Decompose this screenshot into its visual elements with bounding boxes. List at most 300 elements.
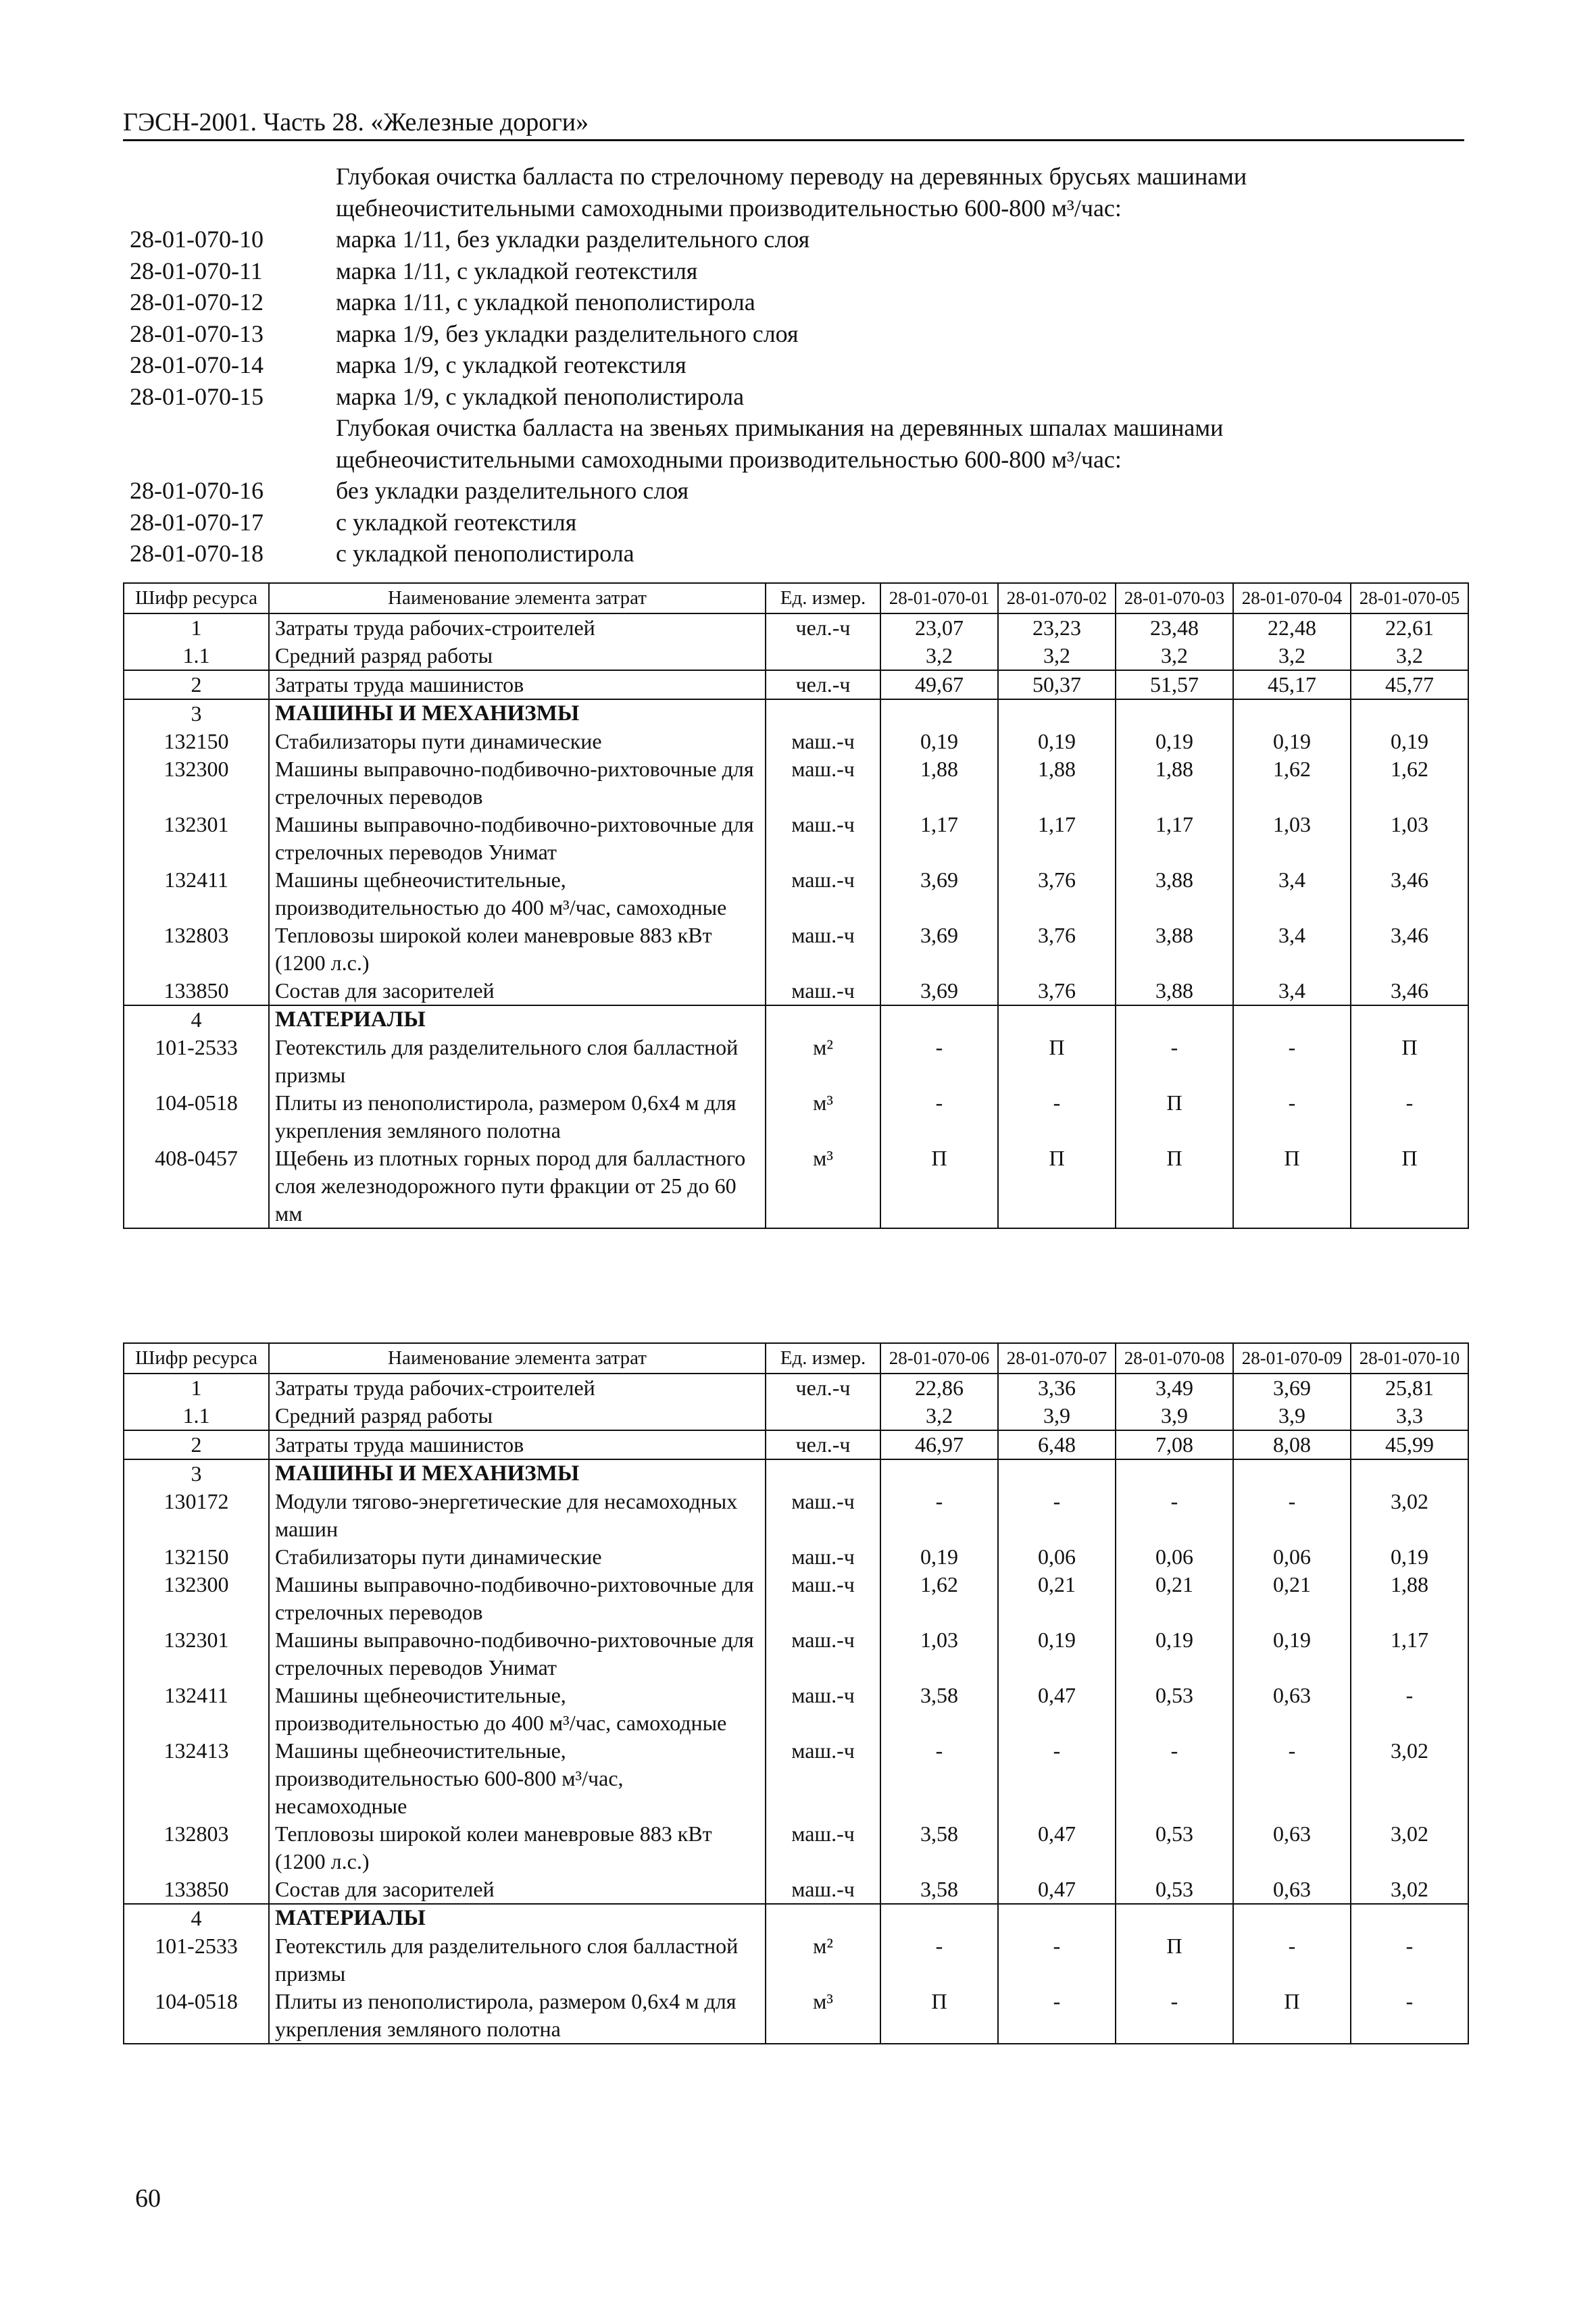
resource-value	[1233, 1459, 1351, 1488]
header-unit: Ед. измер.	[766, 583, 880, 613]
table-row	[124, 1374, 1468, 1402]
running-header: ГЭСН-2001. Часть 28. «Железные дороги»	[123, 107, 1464, 141]
resource-value: -	[1351, 1682, 1468, 1737]
resource-value: 0,06	[1116, 1543, 1233, 1571]
table-row	[124, 1034, 1468, 1089]
norm-line	[130, 286, 1468, 318]
resource-value: -	[1233, 1488, 1351, 1543]
resource-name: Тепловозы широкой колеи маневровые 883 кВт (1200 л.с.)	[269, 1820, 766, 1876]
resource-code: 104-0518	[124, 1089, 269, 1145]
norm-code: 28-01-070-13	[130, 320, 264, 347]
resource-value: -	[1351, 1988, 1468, 2044]
resource-code: 2	[124, 1430, 269, 1459]
resource-value: 0,21	[998, 1571, 1116, 1626]
resource-value: 3,02	[1351, 1876, 1468, 1904]
resource-value	[1233, 1005, 1351, 1034]
resource-code: 1	[124, 1374, 269, 1402]
section-row	[124, 1459, 1468, 1488]
norm-group-description	[130, 161, 1468, 224]
resource-value	[1351, 1904, 1468, 1932]
resource-unit: маш.-ч	[766, 1571, 880, 1626]
resource-code: 132150	[124, 1543, 269, 1571]
resource-name: МАТЕРИАЛЫ	[269, 1904, 766, 1932]
resource-value: 0,21	[1233, 1571, 1351, 1626]
norm-title: Глубокая очистка балласта на звеньях примыкания на деревянных шпалах машинами щебнеочистительными самоходными производительностью 600-800 м³/час:	[336, 414, 1224, 473]
resource-unit	[766, 1904, 880, 1932]
norm-title: марка 1/11, с укладкой пенополистирола	[336, 288, 755, 316]
resource-name: Машины щебнеочистительные, производительностью до 400 м³/час, самоходные	[269, 866, 766, 922]
resource-unit: маш.-ч	[766, 755, 880, 811]
table-row	[124, 1402, 1468, 1430]
resource-value	[1116, 1904, 1233, 1932]
resource-value: 0,47	[998, 1876, 1116, 1904]
resource-code: 4	[124, 1005, 269, 1034]
resource-name: Плиты из пенополистирола, размером 0,6x4 м для укрепления земляного полотна	[269, 1089, 766, 1145]
resource-name: Затраты труда машинистов	[269, 670, 766, 699]
resource-value: 3,58	[880, 1820, 998, 1876]
table-row	[124, 1626, 1468, 1682]
resource-name: Стабилизаторы пути динамические	[269, 728, 766, 755]
resource-value	[1351, 699, 1468, 728]
resource-unit: м³	[766, 1145, 880, 1228]
resource-code: 101-2533	[124, 1932, 269, 1988]
resource-name: Средний разряд работы	[269, 1402, 766, 1430]
resource-table-2	[123, 1342, 1469, 2044]
resource-value	[880, 1904, 998, 1932]
resource-name: Состав для засорителей	[269, 1876, 766, 1904]
section-row	[124, 699, 1468, 728]
resource-value	[998, 1904, 1116, 1932]
resource-value: 3,4	[1233, 866, 1351, 922]
table-header	[124, 1343, 1468, 1374]
resource-value: 23,23	[998, 613, 1116, 642]
resource-value: 1,17	[1116, 811, 1233, 866]
resource-value: 8,08	[1233, 1430, 1351, 1459]
resource-unit	[766, 1459, 880, 1488]
resource-unit	[766, 699, 880, 728]
resource-value: 3,76	[998, 922, 1116, 977]
resource-value: 3,2	[1351, 642, 1468, 670]
resource-name: Состав для засорителей	[269, 977, 766, 1005]
resource-name: МАТЕРИАЛЫ	[269, 1005, 766, 1034]
resource-value: -	[1233, 1089, 1351, 1145]
resource-value: 23,07	[880, 613, 998, 642]
resource-value	[998, 1459, 1116, 1488]
resource-value: 3,46	[1351, 922, 1468, 977]
resource-value: 23,48	[1116, 613, 1233, 642]
resource-unit: маш.-ч	[766, 1820, 880, 1876]
table-body	[124, 1374, 1468, 2044]
table-row	[124, 670, 1468, 699]
resource-value: 0,06	[998, 1543, 1116, 1571]
table-row	[124, 728, 1468, 755]
resource-value: 3,46	[1351, 866, 1468, 922]
resource-name: Средний разряд работы	[269, 642, 766, 670]
resource-value: 1,88	[1351, 1571, 1468, 1626]
resource-unit	[766, 642, 880, 670]
resource-value: -	[1351, 1932, 1468, 1988]
resource-value: 0,19	[1116, 728, 1233, 755]
table-row	[124, 1089, 1468, 1145]
table-row	[124, 642, 1468, 670]
resource-unit: маш.-ч	[766, 1626, 880, 1682]
resource-value	[880, 1005, 998, 1034]
norm-line	[130, 224, 1468, 255]
resource-value: П	[880, 1988, 998, 2044]
resource-value: -	[1233, 1737, 1351, 1820]
resource-value: -	[998, 1932, 1116, 1988]
resource-value: -	[998, 1089, 1116, 1145]
resource-value: 3,36	[998, 1374, 1116, 1402]
table-row	[124, 613, 1468, 642]
table-row	[124, 1571, 1468, 1626]
resource-unit: м²	[766, 1932, 880, 1988]
table-row	[124, 1543, 1468, 1571]
resource-value: 7,08	[1116, 1430, 1233, 1459]
resource-value: 0,19	[1233, 1626, 1351, 1682]
resource-code: 132803	[124, 1820, 269, 1876]
norm-code: 28-01-070-16	[130, 477, 264, 504]
resource-name: МАШИНЫ И МЕХАНИЗМЫ	[269, 699, 766, 728]
resource-value: 51,57	[1116, 670, 1233, 699]
norm-title: марка 1/11, с укладкой геотекстиля	[336, 257, 698, 284]
resource-value: П	[1116, 1932, 1233, 1988]
table-row	[124, 811, 1468, 866]
resource-value: П	[1233, 1988, 1351, 2044]
header-row	[124, 1343, 1468, 1374]
resource-value: 3,02	[1351, 1488, 1468, 1543]
resource-value: -	[1116, 1737, 1233, 1820]
resource-value: 3,46	[1351, 977, 1468, 1005]
resource-value: П	[998, 1034, 1116, 1089]
header-norm-column: 28-01-070-09	[1233, 1343, 1351, 1374]
norm-code: 28-01-070-10	[130, 226, 264, 253]
resource-value: 0,06	[1233, 1543, 1351, 1571]
header-name: Наименование элемента затрат	[269, 583, 766, 613]
resource-unit: маш.-ч	[766, 811, 880, 866]
table-row	[124, 1876, 1468, 1904]
resource-value: 0,53	[1116, 1820, 1233, 1876]
resource-value	[998, 699, 1116, 728]
header-unit: Ед. измер.	[766, 1343, 880, 1374]
table-row	[124, 1932, 1468, 1988]
resource-value	[1351, 1005, 1468, 1034]
resource-value: П	[880, 1145, 998, 1228]
resource-value: 0,63	[1233, 1876, 1351, 1904]
resource-code: 408-0457	[124, 1145, 269, 1228]
resource-value: 3,69	[880, 977, 998, 1005]
resource-value: 3,2	[1233, 642, 1351, 670]
resource-value: 0,47	[998, 1682, 1116, 1737]
header-row	[124, 583, 1468, 613]
norm-code: 28-01-070-18	[130, 540, 264, 567]
resource-value: 0,19	[880, 1543, 998, 1571]
resource-value: 46,97	[880, 1430, 998, 1459]
resource-value: 0,19	[880, 728, 998, 755]
resource-value: 0,19	[1116, 1626, 1233, 1682]
norm-code: 28-01-070-14	[130, 351, 264, 378]
table-row	[124, 922, 1468, 977]
resource-code: 132301	[124, 1626, 269, 1682]
norm-title: марка 1/11, без укладки разделительного слоя	[336, 226, 810, 253]
norm-title: с укладкой геотекстиля	[336, 508, 577, 536]
header-code: Шифр ресурса	[124, 583, 269, 613]
resource-value: 1,17	[998, 811, 1116, 866]
resource-value: 0,19	[1351, 1543, 1468, 1571]
resource-value: 0,19	[1233, 728, 1351, 755]
resource-unit: м²	[766, 1034, 880, 1089]
resource-value: П	[1233, 1145, 1351, 1228]
resource-name: Геотекстиль для разделительного слоя балластной призмы	[269, 1932, 766, 1988]
norm-title: марка 1/9, без укладки разделительного слоя	[336, 320, 799, 347]
resource-name: Машины выправочно-подбивочно-рихтовочные для стрелочных переводов Унимат	[269, 811, 766, 866]
resource-value: 1,88	[998, 755, 1116, 811]
resource-code: 4	[124, 1904, 269, 1932]
resource-value: 3,2	[1116, 642, 1233, 670]
resource-value: 3,9	[1116, 1402, 1233, 1430]
resource-value: 1,03	[880, 1626, 998, 1682]
resource-value	[880, 1459, 998, 1488]
norm-code: 28-01-070-17	[130, 508, 264, 536]
resource-value: 0,19	[1351, 728, 1468, 755]
norm-title: без укладки разделительного слоя	[336, 477, 689, 504]
table-row	[124, 1430, 1468, 1459]
resource-value: 22,61	[1351, 613, 1468, 642]
resource-name: Затраты труда рабочих-строителей	[269, 613, 766, 642]
resource-value: 3,2	[880, 1402, 998, 1430]
resource-code: 3	[124, 699, 269, 728]
header-norm-column: 28-01-070-06	[880, 1343, 998, 1374]
resource-code: 132411	[124, 1682, 269, 1737]
resource-value: 3,4	[1233, 922, 1351, 977]
resource-value: -	[1116, 1034, 1233, 1089]
resource-value: 1,03	[1351, 811, 1468, 866]
resource-value: 0,19	[998, 1626, 1116, 1682]
resource-code: 132150	[124, 728, 269, 755]
resource-code: 1	[124, 613, 269, 642]
resource-value: 3,3	[1351, 1402, 1468, 1430]
resource-value: 3,58	[880, 1876, 998, 1904]
resource-unit: маш.-ч	[766, 866, 880, 922]
norm-line	[130, 349, 1468, 381]
resource-code: 101-2533	[124, 1034, 269, 1089]
resource-value: 1,62	[1233, 755, 1351, 811]
resource-name: Плиты из пенополистирола, размером 0,6x4 м для укрепления земляного полотна	[269, 1988, 766, 2044]
resource-code: 104-0518	[124, 1988, 269, 2044]
resource-code: 2	[124, 670, 269, 699]
resource-value: П	[1116, 1145, 1233, 1228]
page-number: 60	[135, 2184, 161, 2213]
resource-value: П	[1116, 1089, 1233, 1145]
norms-description	[130, 161, 1468, 570]
resource-value: 1,62	[1351, 755, 1468, 811]
resource-code: 132300	[124, 1571, 269, 1626]
resource-value: 0,63	[1233, 1682, 1351, 1737]
resource-value: -	[998, 1488, 1116, 1543]
resource-value: 1,17	[880, 811, 998, 866]
resource-code: 133850	[124, 977, 269, 1005]
resource-name: Геотекстиль для разделительного слоя балластной призмы	[269, 1034, 766, 1089]
table-row	[124, 1682, 1468, 1737]
resource-value: 3,58	[880, 1682, 998, 1737]
norm-code: 28-01-070-11	[130, 257, 263, 284]
resource-value: 3,88	[1116, 866, 1233, 922]
norm-line	[130, 475, 1468, 507]
table-row	[124, 866, 1468, 922]
resource-value	[1116, 1005, 1233, 1034]
resource-value	[1351, 1459, 1468, 1488]
resource-unit: маш.-ч	[766, 1488, 880, 1543]
resource-value: 3,02	[1351, 1737, 1468, 1820]
header-norm-column: 28-01-070-02	[998, 583, 1116, 613]
resource-value: 3,9	[1233, 1402, 1351, 1430]
resource-value: 45,99	[1351, 1430, 1468, 1459]
resource-value: 3,76	[998, 977, 1116, 1005]
resource-value: -	[1233, 1034, 1351, 1089]
resource-value: 1,17	[1351, 1626, 1468, 1682]
header-norm-column: 28-01-070-10	[1351, 1343, 1468, 1374]
resource-value: -	[1351, 1089, 1468, 1145]
resource-value: 3,88	[1116, 977, 1233, 1005]
table-row	[124, 1488, 1468, 1543]
resource-code: 1.1	[124, 1402, 269, 1430]
norm-line	[130, 538, 1468, 570]
resource-code: 3	[124, 1459, 269, 1488]
resource-value: 45,17	[1233, 670, 1351, 699]
section-row	[124, 1005, 1468, 1034]
resource-unit: чел.-ч	[766, 670, 880, 699]
table-row	[124, 977, 1468, 1005]
resource-unit: маш.-ч	[766, 728, 880, 755]
resource-value: 0,53	[1116, 1682, 1233, 1737]
resource-value: 3,4	[1233, 977, 1351, 1005]
norm-line	[130, 318, 1468, 350]
resource-code: 130172	[124, 1488, 269, 1543]
resource-value: 3,9	[998, 1402, 1116, 1430]
resource-value: 3,69	[880, 922, 998, 977]
resource-value: 1,88	[1116, 755, 1233, 811]
resource-value: -	[880, 1737, 998, 1820]
header-norm-column: 28-01-070-05	[1351, 583, 1468, 613]
section-row	[124, 1904, 1468, 1932]
resource-value: 3,2	[998, 642, 1116, 670]
resource-unit: маш.-ч	[766, 1737, 880, 1820]
resource-code: 132300	[124, 755, 269, 811]
resource-value: 0,53	[1116, 1876, 1233, 1904]
resource-name: Тепловозы широкой колеи маневровые 883 кВт (1200 л.с.)	[269, 922, 766, 977]
norm-line	[130, 507, 1468, 538]
header-norm-column: 28-01-070-04	[1233, 583, 1351, 613]
header-code: Шифр ресурса	[124, 1343, 269, 1374]
resource-name: Стабилизаторы пути динамические	[269, 1543, 766, 1571]
table-row	[124, 1820, 1468, 1876]
resource-name: Затраты труда рабочих-строителей	[269, 1374, 766, 1402]
resource-value: 3,69	[1233, 1374, 1351, 1402]
norm-title: марка 1/9, с укладкой геотекстиля	[336, 351, 687, 378]
resource-value: 25,81	[1351, 1374, 1468, 1402]
resource-code: 133850	[124, 1876, 269, 1904]
resource-unit: м³	[766, 1089, 880, 1145]
resource-name: Машины щебнеочистительные, производительностью 600-800 м³/час, несамоходные	[269, 1737, 766, 1820]
resource-value: -	[998, 1988, 1116, 2044]
resource-value: 1,62	[880, 1571, 998, 1626]
resource-value: -	[880, 1488, 998, 1543]
resource-value: -	[1116, 1488, 1233, 1543]
table-header	[124, 583, 1468, 613]
table-body	[124, 613, 1468, 1228]
header-norm-column: 28-01-070-03	[1116, 583, 1233, 613]
resource-value: 22,48	[1233, 613, 1351, 642]
resource-name: Щебень из плотных горных пород для балластного слоя железнодорожного пути фракции от 25 до 60 мм	[269, 1145, 766, 1228]
table-row	[124, 755, 1468, 811]
resource-unit: маш.-ч	[766, 977, 880, 1005]
header-norm-column: 28-01-070-07	[998, 1343, 1116, 1374]
resource-value: 50,37	[998, 670, 1116, 699]
resource-value: П	[1351, 1145, 1468, 1228]
resource-value	[1116, 699, 1233, 728]
header-norm-column: 28-01-070-01	[880, 583, 998, 613]
resource-value: -	[1116, 1988, 1233, 2044]
norm-line	[130, 255, 1468, 287]
resource-value: 0,21	[1116, 1571, 1233, 1626]
resource-table-1	[123, 582, 1469, 1229]
resource-unit: м³	[766, 1988, 880, 2044]
norm-line	[130, 381, 1468, 413]
resource-value: 0,47	[998, 1820, 1116, 1876]
resource-code: 132301	[124, 811, 269, 866]
resource-value: П	[1351, 1034, 1468, 1089]
table-row	[124, 1145, 1468, 1228]
resource-unit: чел.-ч	[766, 1374, 880, 1402]
resource-unit: маш.-ч	[766, 922, 880, 977]
resource-name: Машины выправочно-подбивочно-рихтовочные для стрелочных переводов Унимат	[269, 1626, 766, 1682]
resource-value: 0,63	[1233, 1820, 1351, 1876]
resource-value: 1,03	[1233, 811, 1351, 866]
resource-value: 49,67	[880, 670, 998, 699]
resource-value: 1,88	[880, 755, 998, 811]
resource-value: 3,88	[1116, 922, 1233, 977]
norm-code: 28-01-070-12	[130, 288, 264, 316]
resource-value: П	[998, 1145, 1116, 1228]
resource-value: -	[880, 1034, 998, 1089]
resource-value: 3,76	[998, 866, 1116, 922]
resource-name: Модули тягово-энергетические для несамоходных машин	[269, 1488, 766, 1543]
norm-group-description	[130, 412, 1468, 475]
resource-unit	[766, 1402, 880, 1430]
resource-value	[998, 1005, 1116, 1034]
norm-title: с укладкой пенополистирола	[336, 540, 634, 567]
resource-value: 3,2	[880, 642, 998, 670]
resource-name: Машины выправочно-подбивочно-рихтовочные для стрелочных переводов	[269, 1571, 766, 1626]
resource-code: 132803	[124, 922, 269, 977]
resource-name: Затраты труда машинистов	[269, 1430, 766, 1459]
resource-value: 22,86	[880, 1374, 998, 1402]
resource-value	[1233, 1904, 1351, 1932]
header-name: Наименование элемента затрат	[269, 1343, 766, 1374]
resource-value: 3,49	[1116, 1374, 1233, 1402]
header-norm-column: 28-01-070-08	[1116, 1343, 1233, 1374]
resource-unit: маш.-ч	[766, 1682, 880, 1737]
resource-code: 1.1	[124, 642, 269, 670]
resource-value	[1233, 699, 1351, 728]
resource-value: -	[880, 1089, 998, 1145]
resource-value: 45,77	[1351, 670, 1468, 699]
resource-value: 0,19	[998, 728, 1116, 755]
resource-unit: маш.-ч	[766, 1543, 880, 1571]
resource-unit: чел.-ч	[766, 1430, 880, 1459]
resource-name: Машины выправочно-подбивочно-рихтовочные для стрелочных переводов	[269, 755, 766, 811]
resource-value: 3,69	[880, 866, 998, 922]
